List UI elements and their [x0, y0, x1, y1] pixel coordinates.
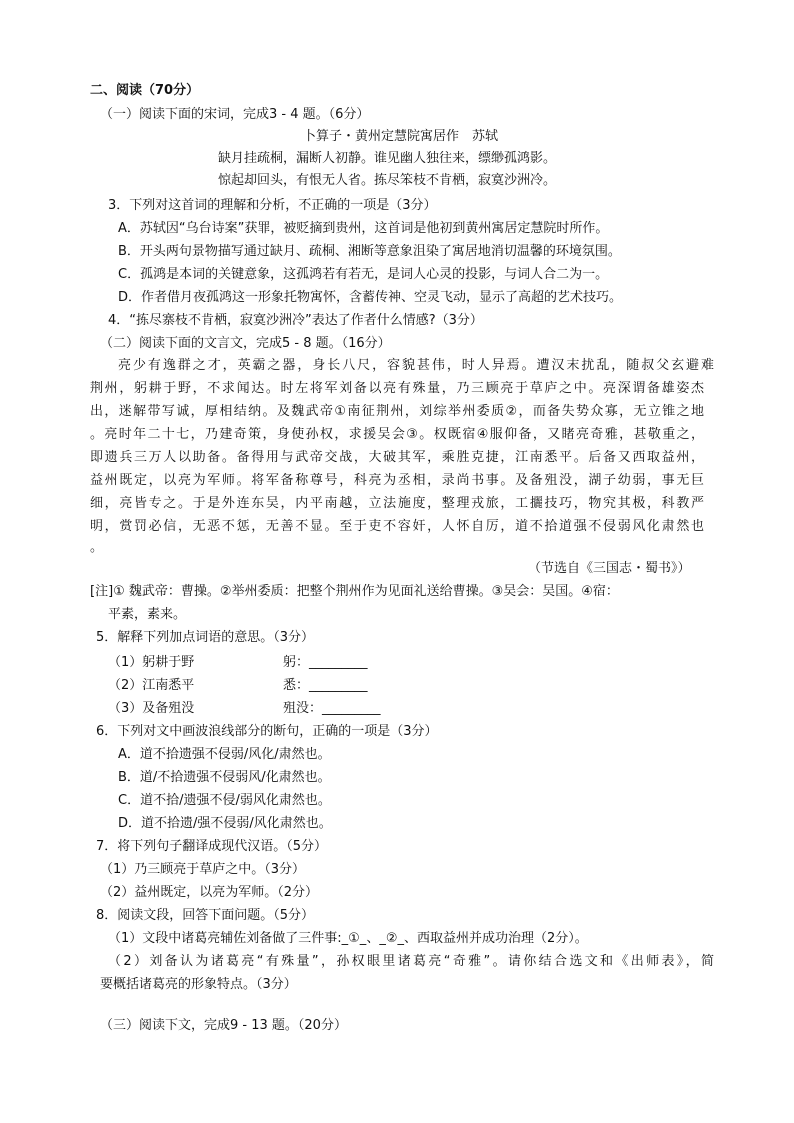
q6-option-b: B．道/不拾遗强不侵弱风/化肃然也。 — [118, 770, 331, 785]
section-title: 二、阅读（70分） — [90, 83, 200, 98]
q5-answer-1[interactable]: 躬：_________ — [283, 655, 368, 670]
part2-intro: （二）阅读下面的文言文，完成5 - 8 题。（16分） — [100, 336, 391, 351]
part1-intro: （一）阅读下面的宋词，完成3 - 4 题。（6分） — [100, 107, 370, 122]
passage-line-9: 。 — [90, 540, 104, 555]
annotation-line-2: 平素，素来。 — [108, 607, 187, 622]
q8-blank-1[interactable]: _①_ — [341, 931, 367, 946]
q6-option-d: D．道不拾遗/强不侵弱/风化肃然也。 — [118, 816, 332, 831]
poem-line-2: 惊起却回头，有恨无人省。拣尽笨枝不肯栖，寂寞沙洲冷。 — [218, 173, 557, 188]
q4-stem: 4．“拣尽寨枝不肯栖，寂寞沙洲冷”表达了作者什么情感?（3分） — [108, 313, 483, 328]
q8-separator: 、 — [366, 931, 380, 946]
q3-option-a: A．苏轼因“乌台诗案”获罪，被贬摘到贵州，这首词是他初到黄州寓居定慧院时所作。 — [118, 221, 609, 236]
passage-line-7: 细，亮皆专之。于是外连东吴，内平南越，立法施度，整理戎旅，工攦技巧，物究其极，科教严 — [90, 496, 704, 511]
q7-sentence-2: （2）益州既定，以亮为军师。（2分） — [100, 885, 319, 900]
q3-option-c: C．孤鸿是本词的关键意象，这孤鸿若有若无，是词人心灵的投影，与词人合二为一。 — [118, 267, 609, 282]
passage-line-4: 。亮时年二十七，乃建奇策，身使孙权，求援吴会③。权既宿④服仰备，又睹亮奇雅，甚敬重之， — [90, 427, 704, 442]
q3-option-d: D．作者借月夜孤鸿这一形象托物寓怀，含蓄传神、空灵飞动，显示了高超的艺术技巧。 — [118, 290, 623, 305]
passage-line-8: 明，赏罚必信，无恶不惩，无善不显。至于吏不容奸，人怀自厉，道不拾道强不侵弱风化肃然也 — [90, 519, 704, 534]
poem-title: 卜算子・黄州定慧院寓居作 苏轼 — [303, 129, 499, 144]
q7-stem: 7．将下列句子翻译成现代汉语。（5分） — [96, 839, 328, 854]
q8-stem: 8．阅读文段，回答下面问题。（5分） — [96, 908, 315, 923]
q8-sub-2-line-1: （2）刘备认为诸葛亮“有殊量”，孙权眼里诸葛亮“奇雅”。请你结合选文和《出师表》，简 — [108, 954, 714, 969]
q8-sub-1 — [108, 930, 588, 948]
passage-line-2: 荆州，躬耕于野，不求闻达。时左将军刘备以亮有殊量，乃三顾亮于草庐之中。亮深谓备雄姿杰 — [90, 381, 704, 396]
q8-sub-1-prefix: （1）文段中诸葛亮辅佐刘备做了三件事: — [108, 931, 342, 946]
passage-line-3: 出，迷解带写诚，厚相结纳。及魏武帝①南征荆州，刘综举州委质②，而备失势众寡，无立锥之地 — [90, 404, 704, 419]
q6-option-c: C．道不拾/遗强不侵/弱风化肃然也。 — [118, 793, 331, 808]
annotation-line-1: [注]① 魏武帝：曹操。②举州委质：把整个荆州作为见面礼送给曹操。③吴会：吴国。④宿： — [90, 584, 619, 599]
q5-answer-3[interactable]: 殂没：_________ — [283, 701, 381, 716]
q6-stem: 6．下列对文中画波浪线部分的断句，正确的一项是（3分） — [96, 724, 438, 739]
q5-answer-2[interactable]: 悉：_________ — [283, 678, 368, 693]
passage-line-5: 即遗兵三万人以助备。备得用与武帝交战，大破其军，乘胜克捷，江南悉平。后备又西取益州， — [90, 450, 704, 465]
q5-item-3: （3）及备殂没 — [108, 701, 195, 716]
q5-item-1: （1）躬耕于野 — [108, 655, 195, 670]
q8-sub-2-line-2: 要概括诸葛亮的形象特点。（3分） — [100, 977, 297, 992]
q3-option-b: B．开头两句景物描写通过缺月、疏桐、湘断等意象沮染了寓居地消切温馨的环境氛围。 — [118, 244, 621, 259]
q3-stem: 3．下列对这首词的理解和分析，不正确的一项是（3分） — [108, 198, 437, 213]
poem-line-1: 缺月挂疏桐，漏断人初静。谁见幽人独往来，缥缈孤鸿影。 — [218, 151, 557, 166]
passage-line-6: 益州既定，以亮为军师。将军备称尊号，科亮为丞相，录尚书事。及备殂没，湖子幼弱，事无巨 — [90, 473, 704, 488]
q6-option-a: A．道不拾遗强不侵弱/风化/肃然也。 — [118, 747, 331, 762]
passage-line-1: 亮少有逸群之才，英霸之器，身长八尺，容貌甚伟，时人异焉。遭汉末扰乱，随叔父玄避难 — [118, 358, 714, 373]
q5-item-2: （2）江南悉平 — [108, 678, 195, 693]
q8-sub-1-suffix: 、西取益州并成功治理（2分）。 — [403, 931, 588, 946]
q8-blank-2[interactable]: _②_ — [379, 931, 404, 946]
part3-intro: （三）阅读下文，完成9 - 13 题。（20分） — [100, 1018, 347, 1033]
passage-source: （节选自《三国志・蜀书》） — [528, 561, 691, 576]
q5-stem: 5．解释下列加点词语的意思。（3分） — [96, 630, 315, 645]
q7-sentence-1: （1）乃三顾亮于草庐之中。（3分） — [100, 862, 306, 877]
